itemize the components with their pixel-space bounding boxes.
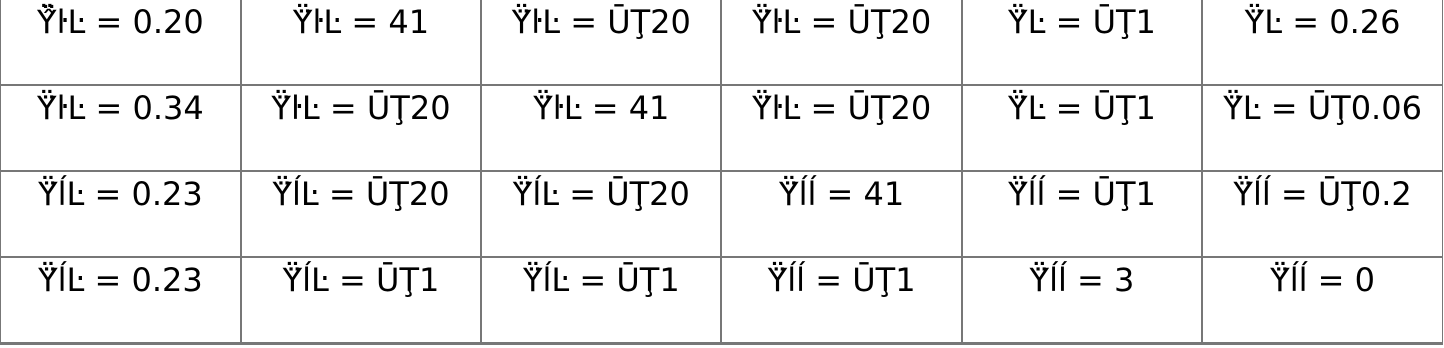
- table-cell: [241, 85, 481, 171]
- table-cell: [962, 0, 1202, 85]
- table-cell: [241, 0, 481, 85]
- table-cell: [1202, 0, 1442, 85]
- cell-value: Ÿ̈ŀĿ = ŪŢ20: [511, 3, 691, 41]
- table-cell: [1, 257, 241, 344]
- cell-value: Ÿ̈ĺĺ = 3: [1029, 261, 1135, 299]
- cell-value: Ÿ̈Ŀ = 0.26: [1244, 3, 1401, 41]
- table-row: [1, 0, 1443, 85]
- cell-value: Ÿ̈ĺĿ = 0.23: [38, 261, 203, 299]
- table-cell: [481, 0, 721, 85]
- cell-value: Ÿ̈ŀĿ = ŪŢ20: [752, 3, 932, 41]
- table-cell: [1, 85, 241, 171]
- table-cell: [241, 257, 481, 344]
- table-row: [1, 85, 1443, 171]
- cell-value: Ÿ̈ĺĺ = ŪŢ0.2: [1233, 175, 1412, 213]
- table-cell: [962, 171, 1202, 257]
- table-cell: [962, 85, 1202, 171]
- cell-value: Ÿ̈ĺĺ = 0: [1270, 261, 1375, 299]
- cell-value: Ÿ̈ĺĿ = ŪŢ1: [282, 261, 440, 299]
- cell-value: Ÿ̈ĺĿ = ŪŢ1: [522, 261, 680, 299]
- table-cell: [481, 85, 721, 171]
- table-row: [1, 171, 1443, 257]
- table-cell: [481, 171, 721, 257]
- table-cell: [721, 257, 961, 344]
- cell-value: Ÿ̈Ŀ = ŪŢ0.06: [1223, 89, 1422, 127]
- cell-value: Ÿ̈ĺĿ = ŪŢ20: [512, 175, 690, 213]
- cell-value: Ÿ̈ŀĿ = ŪŢ20: [271, 89, 451, 127]
- cell-value: Ÿ̈ĺĿ = ŪŢ20: [272, 175, 450, 213]
- cell-value: Ÿ̂̈ŀĿ = 0.20: [37, 3, 204, 41]
- table-cell: [1202, 257, 1442, 344]
- table-cell: [241, 171, 481, 257]
- cell-value: Ÿ̈ĺĺ = ŪŢ1: [767, 261, 916, 299]
- table-cell: [721, 0, 961, 85]
- cell-value: Ÿ̈ĺĺ = 41: [779, 175, 905, 213]
- table-cell: [721, 85, 961, 171]
- cell-value: Ÿ̈ŀĿ = 0.34: [37, 89, 204, 127]
- cell-value: Ÿ̈Ŀ = ŪŢ1: [1008, 3, 1156, 41]
- cell-value: Ÿ̈Ŀ = ŪŢ1: [1008, 89, 1156, 127]
- cell-value: Ÿ̈ŀĿ = 41: [292, 3, 430, 41]
- cell-value: Ÿ̈ĺĿ = 0.23: [38, 175, 203, 213]
- table-cell: [1, 171, 241, 257]
- table-cell: [481, 257, 721, 344]
- table-cell: [1, 0, 241, 85]
- table-cell: [1202, 171, 1442, 257]
- table-cell: [962, 257, 1202, 344]
- table-cell: [721, 171, 961, 257]
- cell-value: Ÿ̈ŀĿ = 41: [533, 89, 670, 127]
- cell-value: Ÿ̈ĺĺ = ŪŢ1: [1008, 175, 1156, 213]
- table-row: [1, 257, 1443, 344]
- cell-value: Ÿ̈ŀĿ = ŪŢ20: [752, 89, 932, 127]
- table-cell: [1202, 85, 1442, 171]
